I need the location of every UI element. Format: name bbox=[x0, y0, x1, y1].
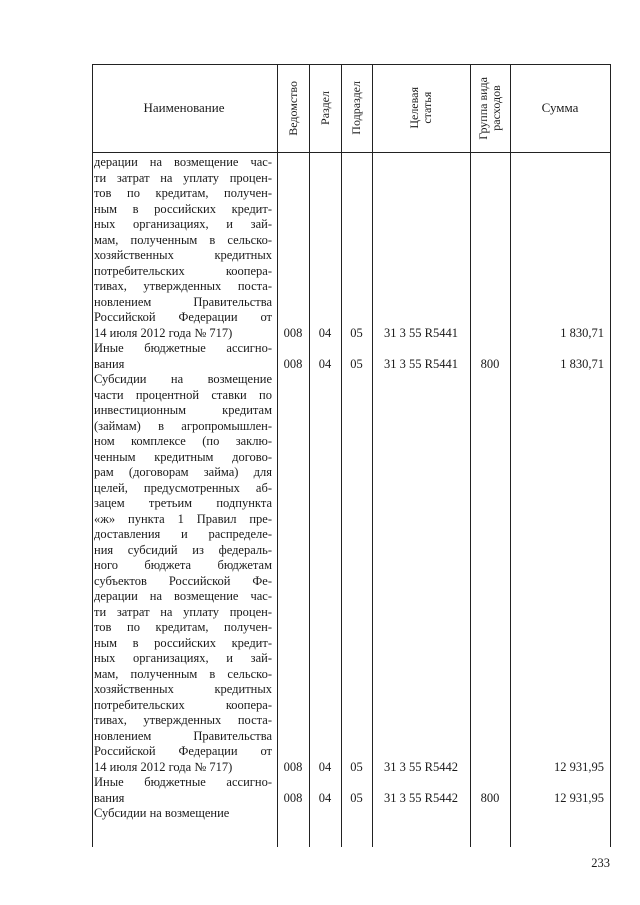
name-line: зацем третьим подпункта bbox=[94, 496, 272, 510]
cell-podrazdel: 05 bbox=[350, 759, 363, 774]
name-line: тов по кредитам, получен- bbox=[94, 186, 272, 200]
page-number: 233 bbox=[591, 856, 610, 870]
name-line: ным в российских кредит- bbox=[94, 635, 272, 650]
name-line: дерации на возмещение час- bbox=[94, 589, 272, 603]
header-name: Наименование bbox=[143, 100, 225, 115]
cell-summa: 1 830,71 bbox=[560, 325, 604, 340]
name-line: ных организациях, и зай- bbox=[94, 217, 272, 231]
column-border bbox=[372, 64, 373, 847]
cell-razdel: 04 bbox=[318, 790, 332, 805]
header-podrazdel-label: Подраздел bbox=[349, 81, 363, 135]
name-line: новлением Правительства bbox=[94, 294, 272, 309]
header-gruppa-vida-rashodov bbox=[470, 64, 510, 152]
cell-razdel: 04 bbox=[318, 759, 332, 774]
cell-podrazdel: 05 bbox=[350, 356, 363, 371]
name-line: хозяйственных кредитных bbox=[94, 682, 272, 696]
cell-celevaya-statya: 31 3 55 R5441 bbox=[384, 356, 458, 371]
cell-podrazdel: 05 bbox=[350, 325, 363, 340]
name-line: вания bbox=[94, 790, 125, 805]
cell-vid-rashodov: 800 bbox=[480, 356, 500, 371]
name-line: ченным кредитным догово- bbox=[94, 449, 272, 464]
cell-razdel: 04 bbox=[318, 356, 332, 371]
column-border bbox=[277, 64, 278, 847]
cell-summa: 12 931,95 bbox=[554, 790, 604, 805]
cell-razdel: 04 bbox=[318, 325, 332, 340]
name-line: части процентной ставки по bbox=[94, 387, 272, 402]
cell-vedomstvo: 008 bbox=[283, 325, 303, 340]
name-line: инвестиционным кредитам bbox=[94, 403, 272, 417]
header-summa: Сумма bbox=[541, 100, 579, 115]
name-line: Российской Федерации от bbox=[94, 744, 272, 758]
name-line: Российской Федерации от bbox=[94, 310, 272, 324]
column-border bbox=[92, 64, 93, 847]
column-border bbox=[309, 64, 310, 847]
name-line: хозяйственных кредитных bbox=[94, 248, 272, 262]
name-line: Иные бюджетные ассигно- bbox=[94, 341, 272, 355]
name-line: Субсидии на возмещение bbox=[94, 806, 230, 820]
cell-vedomstvo: 008 bbox=[283, 356, 303, 371]
column-border bbox=[510, 64, 511, 847]
header-celevaya-statya-label: Целевая статья bbox=[407, 87, 434, 129]
header-razdel-label: Раздел bbox=[317, 91, 332, 125]
name-line: Субсидии на возмещение bbox=[94, 372, 272, 386]
header-gruppa-label: Группа вида расходов bbox=[476, 76, 503, 140]
name-line: ния субсидий из федераль- bbox=[94, 542, 272, 557]
name-line: дерации на возмещение час- bbox=[94, 155, 272, 169]
cell-summa: 12 931,95 bbox=[554, 759, 604, 774]
name-line: 14 июля 2012 года № 717) bbox=[94, 759, 233, 774]
cell-celevaya-statya: 31 3 55 R5442 bbox=[384, 759, 458, 774]
name-line: тов по кредитам, получен- bbox=[94, 620, 272, 634]
header-celevaya-statya bbox=[372, 64, 470, 152]
name-line: Иные бюджетные ассигно- bbox=[94, 775, 272, 789]
name-line: целей, предусмотренных аб- bbox=[94, 480, 272, 495]
name-line: ных организациях, и зай- bbox=[94, 651, 272, 665]
name-line: субъектов Российской Фе- bbox=[94, 573, 272, 588]
cell-vedomstvo: 008 bbox=[283, 790, 303, 805]
column-border bbox=[470, 64, 471, 847]
name-line: мам, полученным в сельско- bbox=[94, 666, 272, 681]
name-line: вания bbox=[94, 356, 125, 371]
name-line: потребительских коопера- bbox=[94, 263, 272, 278]
column-border bbox=[610, 64, 611, 847]
name-line: ти затрат на уплату процен- bbox=[94, 170, 272, 185]
name-line: (займам) в агропромышлен- bbox=[94, 418, 272, 433]
name-line: потребительских коопера- bbox=[94, 697, 272, 712]
name-line: ного бюджета бюджетам bbox=[94, 558, 272, 572]
column-border bbox=[341, 64, 342, 847]
name-line: ти затрат на уплату процен- bbox=[94, 604, 272, 619]
cell-summa: 1 830,71 bbox=[560, 356, 604, 371]
cell-vedomstvo: 008 bbox=[283, 759, 303, 774]
name-line: ном комплексе (по заклю- bbox=[94, 434, 272, 448]
header-razdel bbox=[309, 64, 341, 152]
name-line: новлением Правительства bbox=[94, 728, 272, 743]
name-line: мам, полученным в сельско- bbox=[94, 232, 272, 247]
header-bottom-border bbox=[92, 152, 610, 153]
name-line: тивах, утвержденных поста- bbox=[94, 713, 272, 727]
name-line: ным в российских кредит- bbox=[94, 201, 272, 216]
header-vedomstvo-label: Ведомство bbox=[285, 80, 300, 136]
cell-celevaya-statya: 31 3 55 R5441 bbox=[384, 325, 458, 340]
cell-podrazdel: 05 bbox=[350, 790, 363, 805]
header-podrazdel bbox=[341, 64, 372, 152]
name-line: 14 июля 2012 года № 717) bbox=[94, 325, 233, 340]
cell-vid-rashodov: 800 bbox=[480, 790, 500, 805]
name-line: тивах, утвержденных поста- bbox=[94, 279, 272, 293]
header-vedomstvo bbox=[277, 64, 309, 152]
name-line: доставления и распределе- bbox=[94, 527, 272, 541]
name-line: рам (договорам займа) для bbox=[94, 465, 272, 479]
name-line: «ж» пункта 1 Правил пре- bbox=[94, 511, 272, 526]
cell-celevaya-statya: 31 3 55 R5442 bbox=[384, 790, 458, 805]
